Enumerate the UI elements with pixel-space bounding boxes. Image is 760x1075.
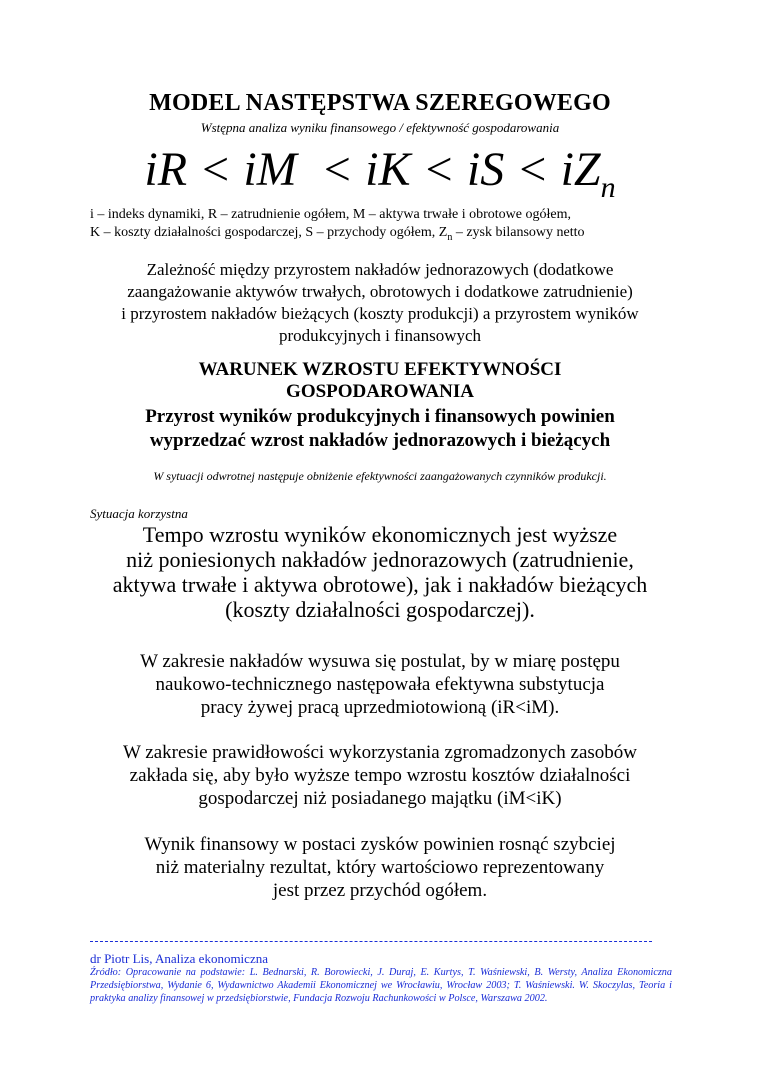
footer-divider — [90, 941, 652, 942]
relation-line-1: Zależność między przyrostem nakładów jednorazowych (dodatkowe — [146, 260, 614, 279]
page-title: MODEL NASTĘPSTWA SZEREGOWEGO — [149, 90, 611, 116]
legend-line-1: i – indeks dynamiki, R – zatrudnienie ogółem, M – aktywa trwałe i obrotowe ogółem, — [90, 207, 571, 222]
resources-line-1: W zakresie prawidłowości wykorzystania zgromadzonych zasobów — [122, 742, 638, 763]
relation-line-4: produkcyjnych i finansowych — [278, 326, 482, 345]
financial-line-2: niż materialny rezultat, który wartościowo reprezentowany — [155, 857, 605, 878]
inputs-paragraph — [80, 650, 680, 719]
favorable-line-3: aktywa trwałe i aktywa obrotowe), jak i nakładów bieżących — [112, 572, 648, 597]
financial-line-1: Wynik finansowy w postaci zysków powinien rosnąć szybciej — [144, 834, 616, 855]
inputs-line-3: pracy żywej pracą uprzedmiotowioną (iR<iM). — [200, 697, 560, 718]
resources-line-3: gospodarczej niż posiadanego majątku (iM<iK) — [198, 788, 562, 809]
condition-statement-line-2: wyprzedzać wzrost nakładów jednorazowych i bieżących — [149, 430, 611, 451]
legend-line-2-end: – zysk bilansowy netto — [452, 225, 585, 240]
inputs-line-1: W zakresie nakładów wysuwa się postulat, by w miarę postępu — [140, 651, 620, 672]
formula-legend — [90, 206, 670, 247]
financial-result-paragraph — [80, 833, 680, 902]
favorable-paragraph — [80, 522, 680, 622]
legend-line-2-sub: n — [447, 231, 453, 243]
inverse-situation-note: W sytuacji odwrotnej następuje obniżenie efektywności zaangażowanych czynników produkcji. — [153, 469, 607, 483]
condition-statement — [90, 405, 670, 453]
favorable-line-4: (koszty działalności gospodarczej). — [225, 597, 535, 622]
relation-line-2: zaangażowanie aktywów trwałych, obrotowych i dodatkowe zatrudnienie) — [127, 282, 633, 301]
footer-author: dr Piotr Lis, Analiza ekonomiczna — [90, 951, 268, 966]
inputs-line-2: naukowo-technicznego następowała efektywna substytucja — [155, 674, 605, 695]
formula-main: iR < iM < iK < iS < iZ — [144, 143, 601, 196]
footer-source: Źródło: Opracowanie na podstawie: L. Bednarski, R. Borowiecki, J. Duraj, E. Kurtys, T. Waśniewski, B. Wersty, Analiza Ekonomiczna Przedsiębiorstwa, Wydanie 6, Wydawnictwo Akademii Ekonomicznej we Wrocławiu, Wrocław 2003; T. Waśniewski. W. Skoczylas, Teoria i praktyka analizy finansowej w przedsiębiorstwie, Fundacja Rozwoju Rachunkowości w Polsce, Warszawa 2002. — [90, 967, 672, 1004]
relation-paragraph — [90, 259, 670, 347]
condition-heading-line-1: WARUNEK WZROSTU EFEKTYWNOŚCI — [198, 359, 562, 380]
resources-paragraph — [80, 741, 680, 810]
legend-line-2 — [90, 224, 670, 247]
formula-subscript: n — [600, 171, 616, 204]
condition-heading-line-2: GOSPODAROWANIA — [286, 381, 474, 402]
favorable-label: Sytuacja korzystna — [90, 506, 188, 521]
financial-line-3: jest przez przychód ogółem. — [272, 880, 488, 901]
condition-heading — [90, 359, 670, 403]
condition-statement-line-1: Przyrost wyników produkcyjnych i finansowych powinien — [145, 406, 615, 427]
relation-line-3: i przyrostem nakładów bieżących (koszty produkcji) a przyrostem wyników — [121, 304, 639, 323]
legend-line-2-start: K – koszty działalności gospodarczej, S – przychody ogółem, Z — [90, 225, 448, 240]
resources-line-2: zakłada się, aby było wyższe tempo wzrostu kosztów działalności — [129, 765, 631, 786]
favorable-line-1: Tempo wzrostu wyników ekonomicznych jest wyższe — [142, 522, 618, 547]
favorable-line-2: niż poniesionych nakładów jednorazowych (zatrudnienie, — [126, 547, 634, 572]
page-subtitle: Wstępna analiza wyniku finansowego / efektywność gospodarowania — [200, 120, 560, 135]
